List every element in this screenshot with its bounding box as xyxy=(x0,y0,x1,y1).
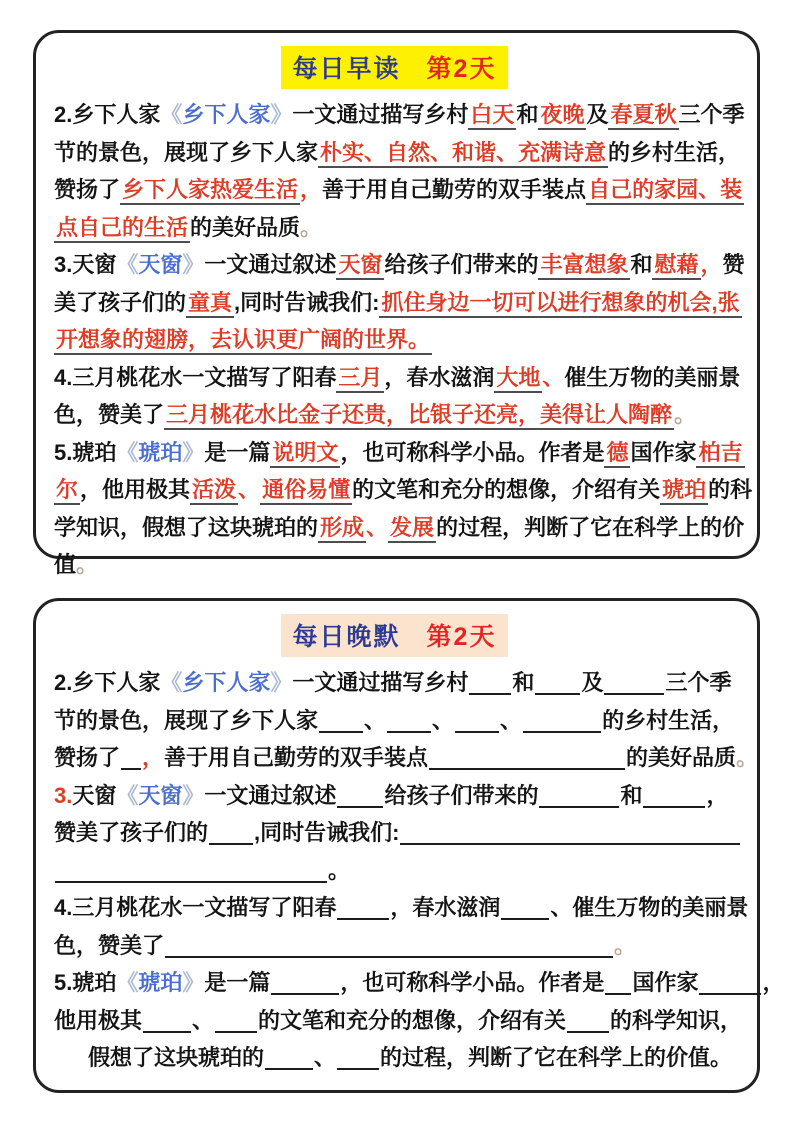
book-title-text: 乡下人家 xyxy=(182,102,271,127)
blank-field xyxy=(265,1068,313,1070)
text: 赞 xyxy=(722,252,745,277)
book-title-text: 天窗 xyxy=(138,782,183,808)
evening-title-day: 第2天 xyxy=(426,623,497,651)
book-title-text: 天窗 xyxy=(138,252,183,277)
text-line xyxy=(54,96,745,134)
paragraph xyxy=(54,434,753,584)
text-line xyxy=(54,134,741,172)
answer-text: 琥珀 xyxy=(660,477,708,505)
paragraph xyxy=(54,96,745,246)
text: 2.乡下人家 xyxy=(54,670,161,695)
text: 、催生万物的美丽景 xyxy=(550,895,749,920)
text: 三个季 xyxy=(665,670,732,695)
paragraph xyxy=(54,777,737,890)
answer-text: 朴实、自然、和谐、充满诗意 xyxy=(318,140,608,168)
text: 2.乡下人家 xyxy=(54,102,161,127)
blank-field xyxy=(387,731,431,733)
blank-field xyxy=(209,843,253,845)
text-line xyxy=(54,964,785,1002)
text: 赞美了孩子们的 xyxy=(54,820,209,845)
text: 、 xyxy=(314,1045,337,1070)
blank-field xyxy=(400,843,740,845)
text: ,同时告诫我们: xyxy=(234,289,380,315)
morning-title xyxy=(52,46,737,89)
answer-text: 形成 xyxy=(318,515,366,543)
text-line xyxy=(54,509,745,547)
text: 学知识，假想了这块琥珀的 xyxy=(54,514,319,540)
text: 的美好品质 xyxy=(190,214,301,240)
book-title-bracket: 《 xyxy=(160,102,183,127)
blank-field xyxy=(337,806,383,808)
blank-field xyxy=(643,806,705,808)
text: 国作家 xyxy=(630,439,697,465)
text: 的乡村生活， xyxy=(602,707,735,733)
text: 、 xyxy=(364,707,387,733)
evening-title-text: 每日晚默 xyxy=(292,623,401,651)
text: 和 xyxy=(512,670,535,695)
text: 和 xyxy=(516,102,539,127)
text: ，也可称科学小品。作者是 xyxy=(340,439,605,465)
book-title-bracket: 》 xyxy=(182,252,205,277)
text: 及 xyxy=(586,102,609,127)
morning-title-day: 第2天 xyxy=(426,55,497,83)
text: 是一篇 xyxy=(204,439,271,465)
evening-dictation-card xyxy=(33,598,785,1093)
text-line xyxy=(54,434,743,472)
blank-field xyxy=(215,1031,257,1033)
book-title-bracket: 》 xyxy=(182,970,205,995)
answer-text: 慰藉 xyxy=(652,252,700,280)
light-punctuation: 。 xyxy=(736,745,759,770)
book-title-bracket: 》 xyxy=(270,102,293,127)
red-punctuation: 、 xyxy=(238,477,261,502)
morning-title-text: 每日早读 xyxy=(292,55,401,83)
text: 国作家 xyxy=(632,970,699,995)
answer-text: 尔 xyxy=(54,477,80,505)
text: 给孩子们带来的 xyxy=(384,782,539,808)
paragraph xyxy=(54,664,759,777)
text: 和 xyxy=(620,782,643,808)
evening-paragraphs xyxy=(52,664,785,1077)
text: 美了孩子们的 xyxy=(54,289,187,315)
answer-text: 白天 xyxy=(468,102,516,130)
text: ，他用极其 xyxy=(80,477,191,502)
text: 他用极其 xyxy=(54,1007,143,1033)
blank-field xyxy=(539,806,619,808)
light-punctuation: 。 xyxy=(76,552,99,577)
text-line xyxy=(54,359,741,397)
text: 。 xyxy=(328,857,351,883)
book-title-bracket: 《 xyxy=(116,970,139,995)
blank-field xyxy=(605,993,631,995)
book-title-bracket: 《 xyxy=(116,782,139,808)
text-line xyxy=(54,702,737,740)
text: 是一篇 xyxy=(204,970,271,995)
text: 赞扬了 xyxy=(54,177,121,202)
text: 的科 xyxy=(708,477,753,502)
text: 善于用自己勤劳的双手装点 xyxy=(322,177,587,202)
text: 的文笔和充分的想像，介绍有关 xyxy=(352,477,661,502)
blank-field xyxy=(567,1031,609,1033)
text: 节的景色，展现了乡下人家 xyxy=(54,707,319,733)
text: ， xyxy=(762,970,785,995)
text: 一文通过描写乡村 xyxy=(292,102,469,127)
text: 的文笔和充分的想像，介绍有关 xyxy=(258,1007,567,1033)
book-title-text: 乡下人家 xyxy=(182,670,271,695)
text: 5.琥珀 xyxy=(54,439,117,465)
light-punctuation: 。 xyxy=(674,402,697,427)
text: 一文通过描写乡村 xyxy=(292,670,469,695)
evening-title xyxy=(52,614,737,657)
text: 善于用自己勤劳的双手装点 xyxy=(164,745,429,770)
light-punctuation: 。 xyxy=(614,932,637,958)
text: 的过程，判断了它在科学上的价值。 xyxy=(380,1045,733,1070)
morning-title-chip xyxy=(281,46,509,89)
text: 4.三月桃花水一文描写了阳春 xyxy=(54,895,337,920)
text: 、 xyxy=(500,707,523,733)
blank-field xyxy=(319,731,363,733)
red-punctuation: 、 xyxy=(366,514,389,540)
blank-field xyxy=(535,693,580,695)
text: ， xyxy=(706,782,729,808)
text: ，春水滋润 xyxy=(390,895,501,920)
book-title-bracket: 》 xyxy=(182,439,205,465)
text-line xyxy=(54,664,737,702)
answer-text: 乡下人家热爱生活 xyxy=(120,177,300,205)
answer-text: 大地 xyxy=(494,365,542,393)
text: 5.琥珀 xyxy=(54,970,117,995)
answer-text: 通俗易懂 xyxy=(260,477,352,505)
text: 值 xyxy=(54,552,77,577)
blank-field xyxy=(121,768,141,770)
text: 三个季 xyxy=(678,102,745,127)
text: 一文通过叙述 xyxy=(204,782,337,808)
text: 4.三月桃花水一文描写了阳春 xyxy=(54,364,337,390)
blank-field xyxy=(165,956,613,958)
text: 一文通过叙述 xyxy=(204,252,337,277)
text-line xyxy=(54,814,737,852)
answer-text: 发展 xyxy=(388,515,436,543)
answer-text: 春夏秋 xyxy=(608,102,678,130)
text: ，春水滋润 xyxy=(384,364,495,390)
paragraph xyxy=(54,246,745,359)
text-line xyxy=(54,209,737,247)
text: 及 xyxy=(581,670,604,695)
text-line xyxy=(54,1039,737,1077)
answer-text: 三月桃花水比金子还贵，比银子还亮，美得让人陶醉 xyxy=(164,402,674,430)
answer-text: 天窗 xyxy=(336,252,384,280)
text-line xyxy=(54,927,737,965)
answer-text: 活泼 xyxy=(190,477,238,505)
blank-field xyxy=(523,731,601,733)
text: 催生万物的美丽景 xyxy=(564,364,741,390)
text: 3.天窗 xyxy=(54,252,117,277)
book-title-bracket: 》 xyxy=(182,782,205,808)
answer-text: 抓住身边一切可以进行想象的机会,张 xyxy=(379,290,741,318)
red-punctuation: ， xyxy=(142,745,165,770)
text: 节的景色，展现了乡下人家 xyxy=(54,139,319,165)
text: 的美好品质 xyxy=(626,745,737,770)
answer-text: 自己的家园、装 xyxy=(586,177,744,205)
text-line xyxy=(54,777,737,815)
red-punctuation: 3. xyxy=(54,782,73,808)
blank-field xyxy=(337,1068,379,1070)
blank-field xyxy=(271,993,339,995)
text: 赞扬了 xyxy=(54,745,121,770)
red-punctuation: ， xyxy=(700,252,723,277)
text: 色，赞美了 xyxy=(54,932,165,958)
blank-field xyxy=(429,768,625,770)
answer-text: 丰富想象 xyxy=(538,252,630,280)
text: 假想了这块琥珀的 xyxy=(88,1045,265,1070)
text-line xyxy=(54,546,737,584)
blank-field xyxy=(143,1031,191,1033)
text-line xyxy=(54,321,737,359)
book-title-bracket: 《 xyxy=(160,670,183,695)
answer-text: 三月 xyxy=(336,365,384,393)
answer-text: 童真 xyxy=(186,290,234,318)
book-title-bracket: 《 xyxy=(116,439,139,465)
morning-reading-card xyxy=(33,30,760,577)
text-line xyxy=(54,739,759,777)
answer-text: 德 xyxy=(604,440,630,468)
text: 的科学知识， xyxy=(610,1007,743,1033)
answer-text: 夜晚 xyxy=(538,102,586,130)
text: 、 xyxy=(432,707,455,733)
book-title-text: 琥珀 xyxy=(138,439,183,465)
evening-title-chip xyxy=(281,614,509,657)
morning-paragraphs xyxy=(52,96,753,584)
blank-field xyxy=(55,881,327,883)
red-punctuation: ， xyxy=(300,177,323,202)
blank-field xyxy=(699,993,761,995)
text: ,同时告诫我们: xyxy=(254,820,400,845)
text-line xyxy=(54,889,749,927)
paragraph xyxy=(54,359,741,434)
book-title-bracket: 《 xyxy=(116,252,139,277)
paragraph xyxy=(54,889,749,964)
blank-field xyxy=(455,731,499,733)
book-title-bracket: 》 xyxy=(270,670,293,695)
answer-text: 点自己的生活 xyxy=(54,215,190,243)
paragraph xyxy=(54,964,785,1077)
text-line xyxy=(54,171,743,209)
text: 、 xyxy=(192,1007,215,1033)
text: 天窗 xyxy=(72,782,117,808)
text: 色，赞美了 xyxy=(54,402,165,427)
light-punctuation: 。 xyxy=(300,214,323,240)
text: 和 xyxy=(630,252,653,277)
blank-field xyxy=(604,693,664,695)
answer-text: 柏吉 xyxy=(696,440,744,468)
blank-field xyxy=(337,918,389,920)
text-line xyxy=(54,284,740,322)
text: 的乡村生活， xyxy=(608,139,741,165)
blank-field xyxy=(501,918,549,920)
text-line xyxy=(54,396,737,434)
text-line xyxy=(54,852,737,890)
red-punctuation: 、 xyxy=(542,364,565,390)
text-line xyxy=(54,471,753,509)
book-title-text: 琥珀 xyxy=(138,970,183,995)
blank-field xyxy=(469,693,511,695)
text: 的过程，判断了它在科学上的价 xyxy=(436,514,745,540)
text: 给孩子们带来的 xyxy=(384,252,539,277)
answer-text: 说明文 xyxy=(270,440,340,468)
answer-text: 开想象的翅膀，去认识更广阔的世界。 xyxy=(54,327,432,355)
text: ，也可称科学小品。作者是 xyxy=(340,970,605,995)
text-line xyxy=(54,246,745,284)
text-line xyxy=(54,1002,743,1040)
